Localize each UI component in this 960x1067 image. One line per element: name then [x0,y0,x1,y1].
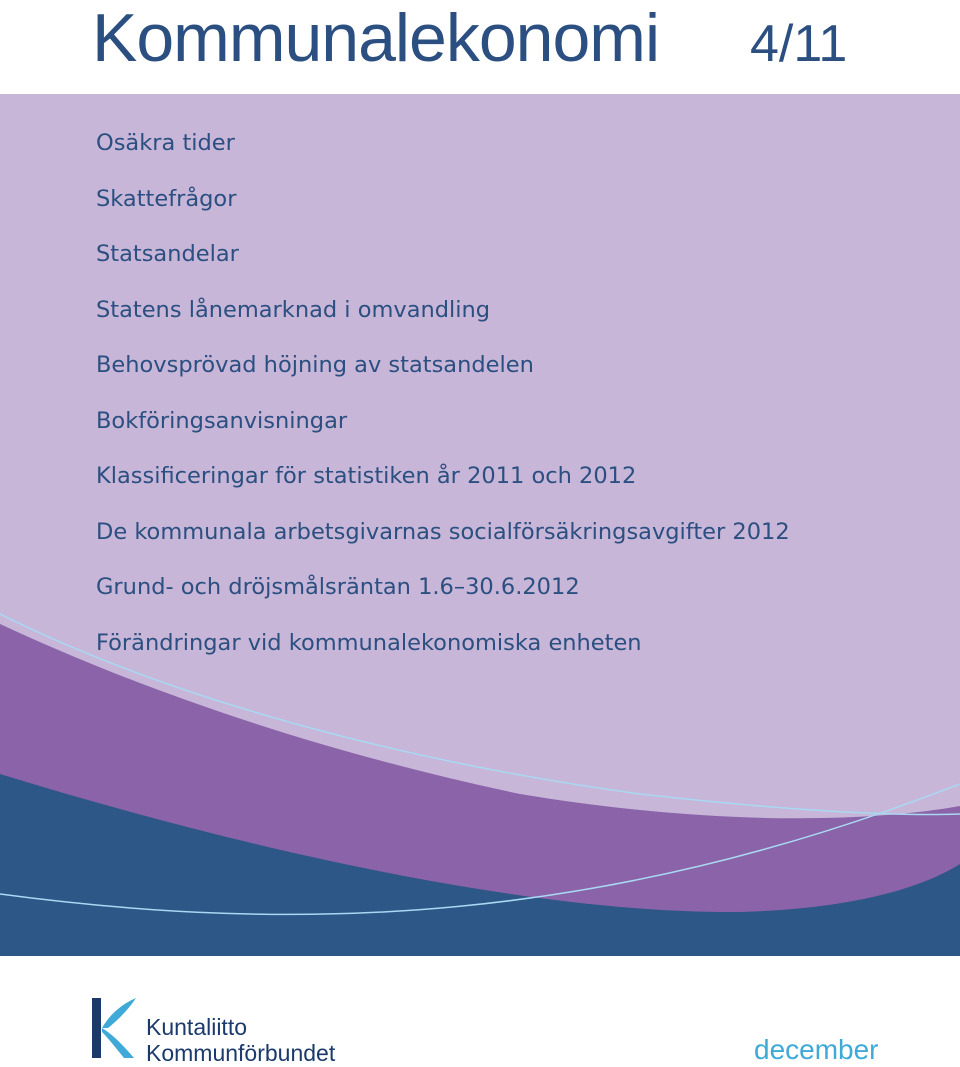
topic-item: Osäkra tider [96,130,235,156]
topic-item: Behovsprövad höjning av statsandelen [96,352,534,378]
topic-item: Bokföringsanvisningar [96,407,348,434]
org-name-finnish: Kuntaliitto [146,1014,248,1040]
topic-item: Klassificeringar för statistiken år 2011 och 2012 [96,463,637,489]
topic-item: Förändringar vid kommunalekonomiska enheten [96,629,642,656]
issue-number: 4/11 [750,15,848,73]
topic-item: Grund- och dröjsmålsräntan 1.6–30.6.2012 [96,574,580,600]
masthead [0,0,960,94]
topic-item: Skattefrågor [96,185,237,212]
org-name-swedish: Kommunförbundet [146,1040,336,1066]
cover-panel [0,94,960,956]
topic-item: Statsandelar [96,241,239,267]
publication-title: Kommunalekonomi [92,0,660,76]
topic-item: Statens lånemarknad i omvandling [96,296,491,323]
issue-month: december [754,1034,879,1065]
topic-item: De kommunala arbetsgivarnas socialförsäkringsavgifter 2012 [96,518,790,545]
footer [0,956,960,1066]
topic-list [96,128,790,683]
kuntaliitto-logo-icon [88,996,140,1060]
